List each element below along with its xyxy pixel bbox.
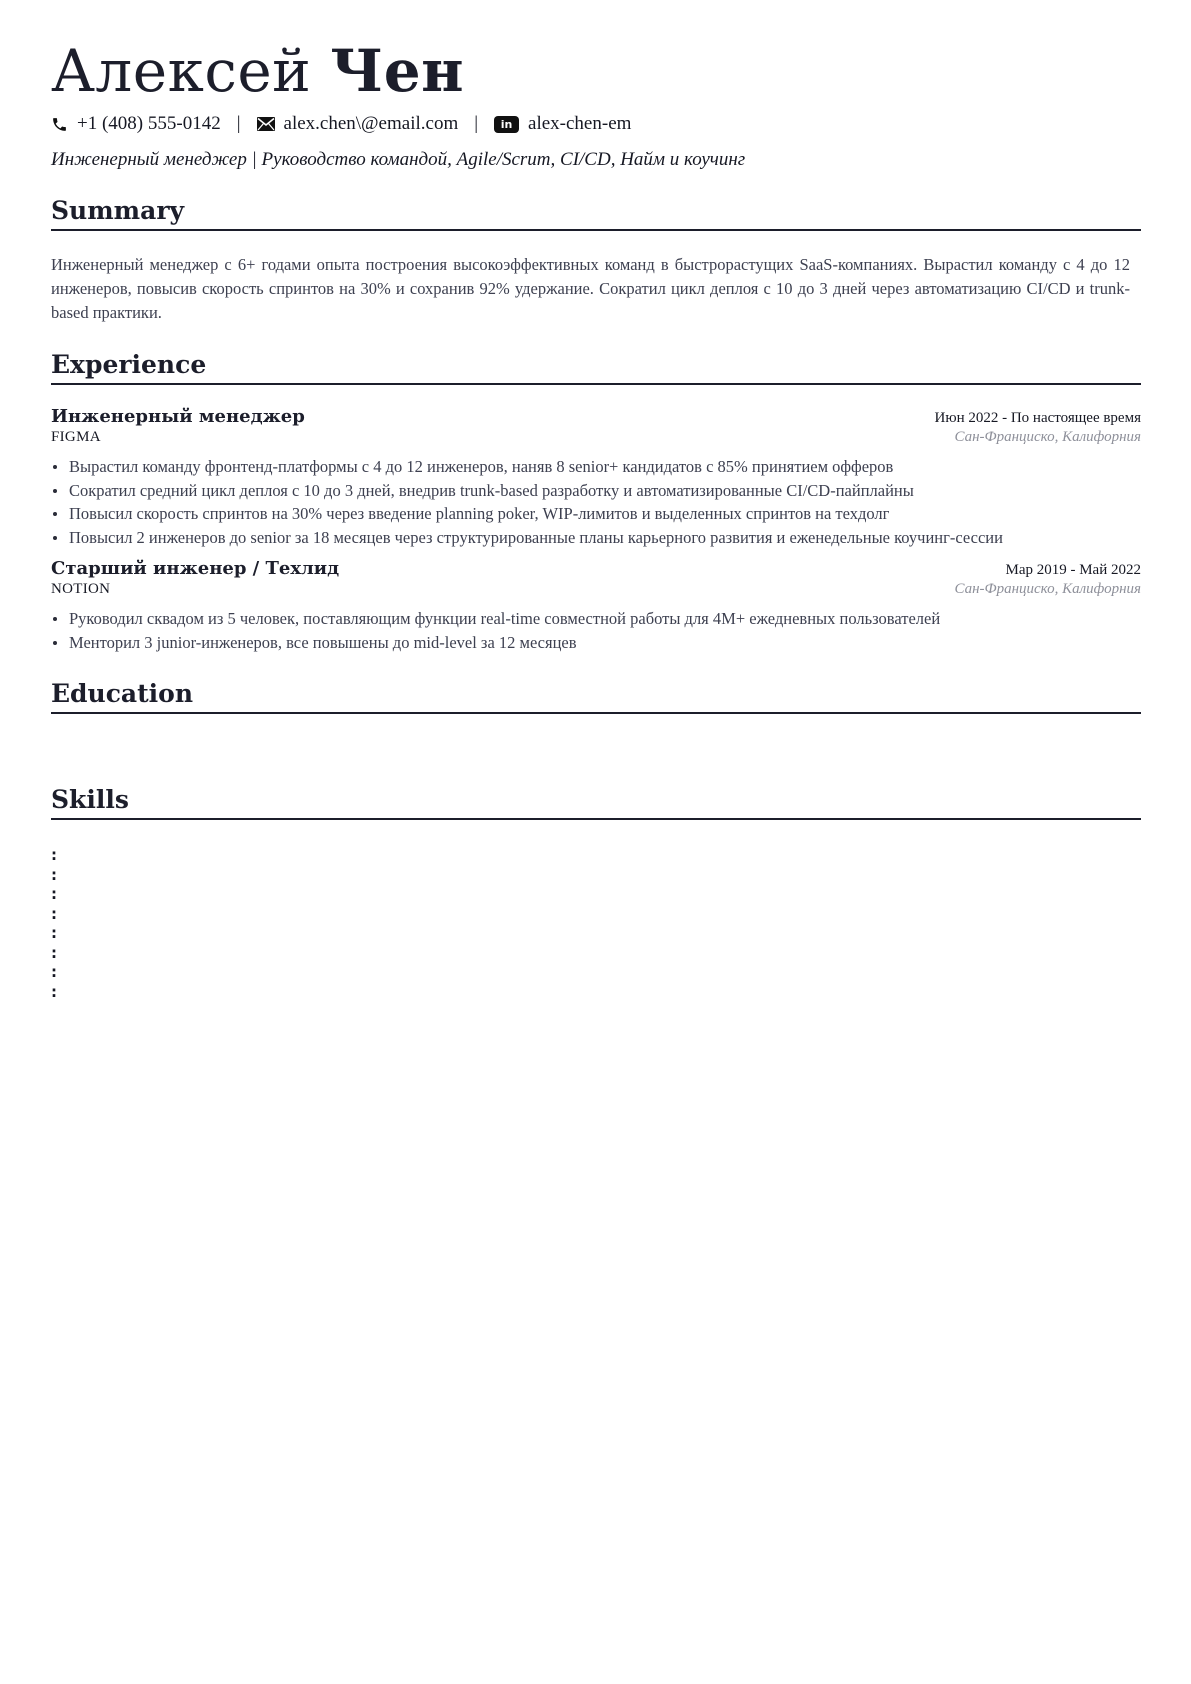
- linkedin-handle: alex-chen-em: [528, 113, 632, 134]
- summary-heading: Summary: [51, 195, 1141, 231]
- contact-separator: |: [236, 113, 241, 134]
- phone-contact[interactable]: [51, 113, 221, 135]
- email-address: alex.chen\@email.com: [283, 113, 459, 134]
- company-name: NOTION: [51, 581, 111, 597]
- job-subheader: [51, 429, 1141, 451]
- job-dates: Мар 2019 - Май 2022: [1005, 562, 1141, 578]
- job-location: Сан-Франциско, Калифорния: [954, 429, 1141, 445]
- job-entry: [51, 557, 1141, 654]
- job-header: [51, 405, 1141, 429]
- education-heading: Education: [51, 678, 1141, 714]
- skill-row: :: [51, 846, 57, 864]
- company-name: FIGMA: [51, 429, 101, 445]
- achievement-item: Менторил 3 junior-инженеров, все повышены до mid-level за 12 месяцев: [51, 631, 1141, 655]
- experience-heading: Experience: [51, 349, 1141, 385]
- last-name: Чен: [330, 37, 465, 105]
- linkedin-contact[interactable]: [494, 113, 631, 135]
- achievement-item: Сократил средний цикл деплоя с 10 до 3 дней, внедрив trunk-based разработку и автоматизированные CI/CD-пайплайны: [51, 479, 1141, 503]
- phone-icon: [51, 116, 68, 133]
- skill-row: :: [51, 963, 57, 981]
- job-entry: [51, 385, 1141, 549]
- contact-separator: |: [474, 113, 479, 134]
- achievement-item: Вырастил команду фронтенд-платформы с 4 до 12 инженеров, наняв 8 senior+ кандидатов с 85% принятием офферов: [51, 455, 1141, 479]
- resume-page: [51, 0, 1141, 1002]
- skill-row: :: [51, 924, 57, 942]
- skill-row: :: [51, 982, 57, 1001]
- job-dates: Июн 2022 - По настоящее время: [934, 410, 1141, 426]
- envelope-icon: [257, 117, 275, 131]
- job-subheader: [51, 581, 1141, 603]
- job-title: Инженерный менеджер: [51, 406, 305, 427]
- achievement-item: Руководил сквадом из 5 человек, поставляющим функции real-time совместной работы для 4M+ ежедневных пользователей: [51, 607, 1141, 631]
- skill-row: :: [51, 943, 57, 962]
- summary-text: Инженерный менеджер с 6+ годами опыта построения высокоэффективных команд в быстрорастущих SaaS-компаниях. Вырастил команду с 4 до 12 инженеров, повысив скорость спринтов на 30% и сохранив 92% удержание. Сократил цикл деплоя с 10 до 3 дней через автоматизацию CI/CD и trunk-based практики.: [51, 255, 1130, 322]
- phone-number: +1 (408) 555-0142: [77, 113, 221, 134]
- contact-line: [51, 112, 1141, 136]
- first-name: Алексей: [51, 37, 312, 105]
- headline: Инженерный менеджер | Руководство командой, Agile/Scrum, CI/CD, Найм и коучинг: [51, 149, 746, 170]
- job-location: Сан-Франциско, Калифорния: [954, 581, 1141, 597]
- skill-row: :: [51, 865, 57, 884]
- job-achievements: [51, 607, 1141, 654]
- linkedin-icon: in: [494, 116, 519, 133]
- email-contact[interactable]: [257, 113, 459, 135]
- achievement-item: Повысил 2 инженеров до senior за 18 месяцев через структурированные планы карьерного развития и еженедельные коучинг-сессии: [51, 526, 1141, 550]
- job-header: [51, 557, 1141, 581]
- skill-row: :: [51, 885, 57, 903]
- achievement-item: Повысил скорость спринтов на 30% через введение planning poker, WIP-лимитов и выделенных спринтов на техдолг: [51, 502, 1141, 526]
- job-achievements: [51, 455, 1141, 549]
- skills-list: [51, 846, 1141, 1002]
- skills-heading: Skills: [51, 784, 1141, 820]
- job-title: Старший инженер / Техлид: [51, 558, 340, 579]
- candidate-name: [51, 0, 1141, 104]
- skill-row: :: [51, 904, 57, 923]
